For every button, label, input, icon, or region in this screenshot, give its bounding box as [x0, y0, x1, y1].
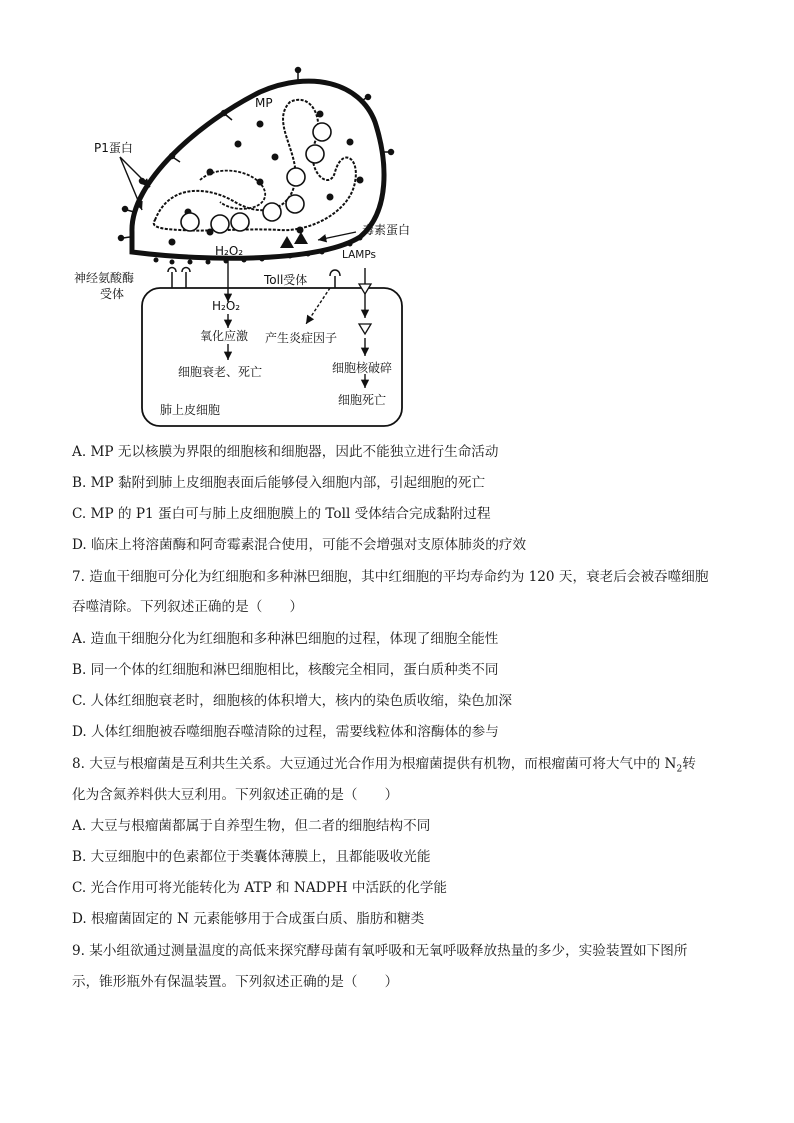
- q9-stem-line1: 9. 某小组欲通过测量温度的高低来探究酵母菌有氧呼吸和无氧呼吸释放热量的多少，实验装置如下图所: [72, 943, 688, 959]
- q7-stem-line2: 吞噬清除。下列叙述正确的是（ ）: [72, 599, 304, 615]
- label-toxin-protein: 毒素蛋白: [362, 223, 411, 237]
- label-nucleus-fragmentation: 细胞核破碎: [332, 361, 393, 375]
- q7-stem-line1: 7. 造血干细胞可分化为红细胞和多种淋巴细胞，其中红细胞的平均寿命约为 120 天，衰老后会被吞噬细胞: [72, 569, 709, 585]
- q8-option-b: B. 大豆细胞中的色素都位于类囊体薄膜上，且都能吸收光能: [72, 849, 431, 865]
- q8-stem-line1: [72, 754, 696, 780]
- q9-stem-line2: 示，锥形瓶外有保温装置。下列叙述正确的是（ ）: [72, 974, 399, 990]
- q6-option-a: A. MP 无以核膜为界限的细胞核和细胞器，因此不能独立进行生命活动: [72, 444, 499, 460]
- mp-infection-diagram: [60, 62, 460, 434]
- label-lung-epithelial-cell: 肺上皮细胞: [160, 403, 221, 417]
- q8-option-d: D. 根瘤菌固定的 N 元素能够用于合成蛋白质、脂肪和糖类: [72, 911, 425, 927]
- label-mp: MP: [255, 96, 273, 110]
- label-cell-death: 细胞死亡: [338, 393, 387, 407]
- q8-stem-line2: 化为含氮养料供大豆利用。下列叙述正确的是（ ）: [72, 787, 399, 803]
- q7-option-d: D. 人体红细胞被吞噬细胞吞噬清除的过程，需要线粒体和溶酶体的参与: [72, 724, 499, 740]
- label-toll-receptor: Toll受体: [264, 273, 308, 287]
- mp-dna-loop: [154, 100, 356, 231]
- q8-option-a: A. 大豆与根瘤菌都属于自养型生物，但二者的细胞结构不同: [72, 818, 431, 834]
- q6-option-b: B. MP 黏附到肺上皮细胞表面后能够侵入细胞内部，引起细胞的死亡: [72, 475, 486, 491]
- q8-stem-line1-end: 转: [682, 756, 696, 772]
- label-h2o2-top: H₂O₂: [215, 244, 244, 258]
- q6-option-c: C. MP 的 P1 蛋白可与肺上皮细胞膜上的 Toll 受体结合完成黏附过程: [72, 506, 491, 522]
- label-senescence-death: 细胞衰老、死亡: [178, 365, 263, 379]
- q6-option-d: D. 临床上将溶菌酶和阿奇霉素混合使用，可能不会增强对支原体肺炎的疗效: [72, 537, 527, 553]
- label-oxidative-stress: 氧化应激: [200, 329, 249, 343]
- q7-option-b: B. 同一个体的红细胞和淋巴细胞相比，核酸完全相同，蛋白质种类不同: [72, 662, 499, 678]
- q7-option-a: A. 造血干细胞分化为红细胞和多种淋巴细胞的过程，体现了细胞全能性: [72, 631, 499, 647]
- label-h2o2-mid: H₂O₂: [212, 299, 241, 313]
- membrane-receptors: [168, 268, 340, 289]
- label-lamps: LAMPs: [342, 249, 376, 261]
- q7-option-c: C. 人体红细胞衰老时，细胞核的体积增大，核内的染色质收缩，染色加深: [72, 693, 512, 709]
- label-receptor: 受体: [100, 287, 125, 301]
- vesicles: [181, 123, 331, 233]
- toxin-protein-triangles: [280, 232, 308, 248]
- q8-option-c: C. 光合作用可将光能转化为 ATP 和 NADPH 中活跃的化学能: [72, 880, 448, 896]
- q8-stem-line1-text: 8. 大豆与根瘤菌是互利共生关系。大豆通过光合作用为根瘤菌提供有机物，而根瘤菌可将大气中的 N: [72, 756, 677, 772]
- label-p1-protein: P1蛋白: [94, 141, 133, 155]
- label-inflammatory-factor: 产生炎症因子: [265, 331, 338, 345]
- label-neuraminidase: 神经氨酸酶: [74, 271, 135, 285]
- q8-stem-n2-subscript: 2: [676, 764, 683, 775]
